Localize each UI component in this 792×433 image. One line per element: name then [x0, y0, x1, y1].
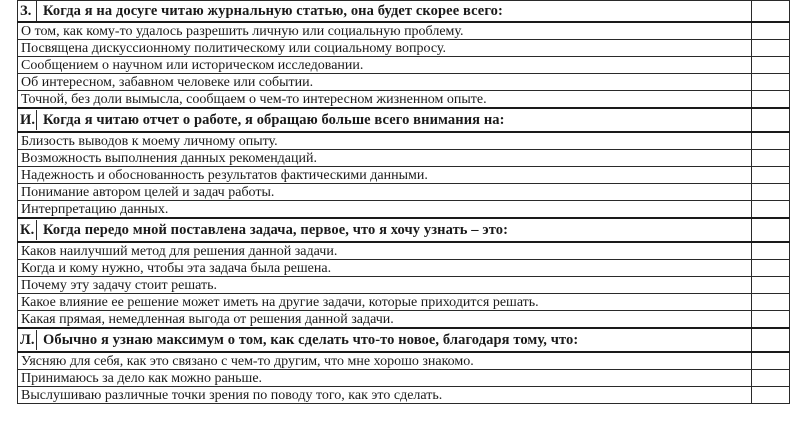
score-input-cell[interactable] [752, 242, 790, 260]
option-row [18, 294, 790, 311]
section-header [18, 328, 790, 352]
option-row [18, 242, 790, 260]
section-title: Когда передо мной поставлена задача, первое, что я хочу узнать – это: [43, 222, 509, 238]
option-text: Интерпретацию данных. [18, 201, 752, 219]
score-input-cell[interactable] [752, 184, 790, 201]
section-title: Когда я читаю отчет о работе, я обращаю больше всего внимания на: [43, 112, 505, 128]
questionnaire-sheet [17, 0, 789, 404]
option-row [18, 74, 790, 91]
option-row [18, 311, 790, 329]
option-row [18, 352, 790, 370]
option-text: Точной, без доли вымысла, сообщаем о чем-то интересном жизненном опыте. [18, 91, 752, 109]
section-header-box [752, 108, 790, 132]
score-input-cell[interactable] [752, 387, 790, 404]
section-header-cell [18, 108, 752, 132]
questionnaire-table [17, 0, 790, 404]
score-input-cell[interactable] [752, 132, 790, 150]
section-header [18, 1, 790, 23]
score-input-cell[interactable] [752, 167, 790, 184]
option-row [18, 91, 790, 109]
option-text: Сообщением о научном или историческом исследовании. [18, 57, 752, 74]
section-header-cell [18, 218, 752, 242]
option-text: Когда и кому нужно, чтобы эта задача была решена. [18, 260, 752, 277]
score-input-cell[interactable] [752, 352, 790, 370]
option-row [18, 150, 790, 167]
option-row [18, 277, 790, 294]
section-letter: З. [18, 1, 37, 21]
score-input-cell[interactable] [752, 370, 790, 387]
option-text: Об интересном, забавном человеке или событии. [18, 74, 752, 91]
option-text: Принимаюсь за дело как можно раньше. [18, 370, 752, 387]
option-row [18, 201, 790, 219]
score-input-cell[interactable] [752, 74, 790, 91]
score-input-cell[interactable] [752, 40, 790, 57]
score-input-cell[interactable] [752, 294, 790, 311]
option-text: Уясняю для себя, как это связано с чем-то другим, что мне хорошо знакомо. [18, 352, 752, 370]
section-header-box [752, 328, 790, 352]
option-text: Каков наилучший метод для решения данной задачи. [18, 242, 752, 260]
score-input-cell[interactable] [752, 150, 790, 167]
option-text: О том, как кому-то удалось разрешить личную или социальную проблему. [18, 22, 752, 40]
section-letter: Л. [18, 330, 37, 350]
section-header-cell [18, 1, 752, 23]
option-row [18, 184, 790, 201]
section-title: Когда я на досуге читаю журнальную статью, она будет скорее всего: [43, 3, 503, 19]
section-header-box [752, 218, 790, 242]
option-text: Выслушиваю различные точки зрения по поводу того, как это сделать. [18, 387, 752, 404]
option-row [18, 132, 790, 150]
option-row [18, 260, 790, 277]
score-input-cell[interactable] [752, 277, 790, 294]
option-text: Посвящена дискуссионному политическому или социальному вопросу. [18, 40, 752, 57]
section-header [18, 108, 790, 132]
option-text: Надежность и обоснованность результатов фактическими данными. [18, 167, 752, 184]
option-row [18, 40, 790, 57]
option-row [18, 167, 790, 184]
option-text: Возможность выполнения данных рекомендаций. [18, 150, 752, 167]
option-text: Какое влияние ее решение может иметь на другие задачи, которые приходится решать. [18, 294, 752, 311]
option-text: Близость выводов к моему личному опыту. [18, 132, 752, 150]
score-input-cell[interactable] [752, 260, 790, 277]
section-letter: И. [20, 112, 36, 128]
option-text: Понимание автором целей и задач работы. [18, 184, 752, 201]
score-input-cell[interactable] [752, 22, 790, 40]
section-header-box [752, 1, 790, 23]
score-input-cell[interactable] [752, 57, 790, 74]
score-input-cell[interactable] [752, 311, 790, 329]
score-input-cell[interactable] [752, 201, 790, 219]
section-header [18, 218, 790, 242]
option-row [18, 387, 790, 404]
section-letter: К. [18, 220, 37, 240]
option-row [18, 57, 790, 74]
option-text: Почему эту задачу стоит решать. [18, 277, 752, 294]
option-text: Какая прямая, немедленная выгода от решения данной задачи. [18, 311, 752, 329]
option-row [18, 22, 790, 40]
option-row [18, 370, 790, 387]
score-input-cell[interactable] [752, 91, 790, 109]
section-title: Обычно я узнаю максимум о том, как сделать что-то новое, благодаря тому, что: [43, 332, 579, 348]
section-header-cell [18, 328, 752, 352]
